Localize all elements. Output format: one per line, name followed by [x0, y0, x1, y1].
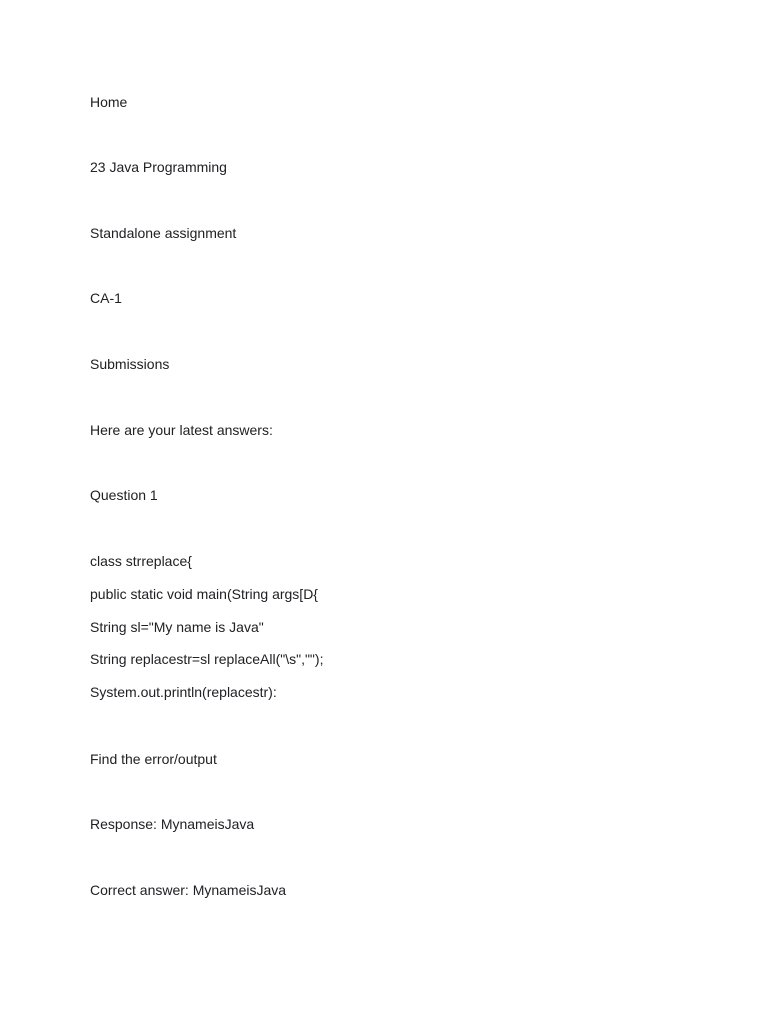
code-line: String replacestr=sl replaceAll("\s","");: [90, 651, 324, 667]
latest-answers-intro: Here are your latest answers:: [90, 422, 273, 438]
breadcrumb-course-link[interactable]: 23 Java Programming: [90, 159, 227, 175]
breadcrumb-assignment-link[interactable]: CA-1: [90, 290, 122, 306]
question-title: Question 1: [90, 487, 158, 503]
code-line: String sl="My name is Java": [90, 619, 264, 635]
breadcrumb-submissions-link[interactable]: Submissions: [90, 356, 170, 372]
question-prompt: Find the error/output: [90, 751, 217, 767]
submission-page: [90, 0, 730, 1024]
code-line: System.out.println(replacestr):: [90, 684, 277, 700]
breadcrumb-section-link[interactable]: Standalone assignment: [90, 225, 237, 241]
response-text: Response: MynameisJava: [90, 816, 255, 832]
correct-answer-text: Correct answer: MynameisJava: [90, 882, 287, 898]
code-line: class strreplace{: [90, 553, 192, 569]
breadcrumb-home-link[interactable]: Home: [90, 94, 128, 110]
code-line: public static void main(String args[D{: [90, 586, 318, 602]
